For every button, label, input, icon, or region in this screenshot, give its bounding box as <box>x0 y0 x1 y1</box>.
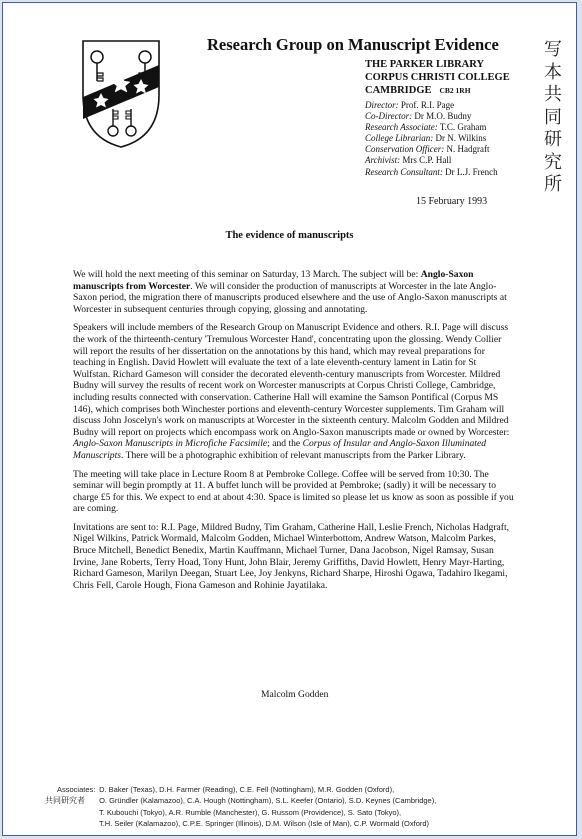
paragraph-meeting: We will hold the next meeting of this seminar on Saturday, 13 March. The subject will be: Anglo-Saxon manuscripts from Worcester. We will consider the production of manuscripts at Worcester in the late Anglo-Saxon period, the migration there of manuscripts produced elsewhere and the use of Anglo-Saxon manuscripts at Worcester in subsequent centuries through copying, glossing and annotating. <box>73 269 507 315</box>
staff-entry: Conservation Officer: N. Hadgraft <box>365 144 490 155</box>
staff-entry: Director: Prof. R.I. Page <box>365 100 455 110</box>
staff-entry: Co-Director: Dr M.O. Budny <box>365 111 472 122</box>
paragraph-logistics: The meeting will take place in Lecture Room 8 at Pembroke College. Coffee will be served from 10:30. The seminar will begin promptly at 11. A buffet lunch will be provided at Pembroke; (sadly) it will be necessary to charge £5 for this. We expect to end at about 4:30. Space is limited so please let us know as soon as possible if you are coming. <box>73 468 514 515</box>
letterhead-title: Research Group on Manuscript Evidence <box>207 35 499 54</box>
staff-entry: Research Associate: T.C. Graham <box>365 122 487 133</box>
associates-row: Associates: D. Baker (Texas), D.H. Farmer (Reading), C.E. Fell (Nottingham), M.R. Godden (Oxford), <box>57 785 395 794</box>
address-line: CAMBRIDGE CB2 1RH <box>365 85 471 96</box>
address-line: THE PARKER LIBRARY <box>365 59 485 70</box>
letter-date: 15 February 1993 <box>416 196 488 207</box>
signature: Malcolm Godden <box>261 689 329 700</box>
letter-page <box>2 2 577 836</box>
staff-entry: Research Consultant: Dr L.J. French <box>365 166 498 177</box>
kanji-vertical-title: 写 本 共 同 研 究 所 <box>544 39 562 195</box>
letter-subject: The evidence of manuscripts <box>225 230 354 241</box>
postcode: CB2 1RH <box>439 86 471 95</box>
associates-row: T. Kubouchi (Tokyo), A.R. Rumble (Manchester), G. Russom (Providence), S. Sato (Tokyo), <box>98 807 402 817</box>
address-line: CORPUS CHRISTI COLLEGE <box>365 72 510 83</box>
staff-list <box>365 100 498 178</box>
associates-row: T.H. Seiler (Kalamazoo), C.P.E. Springer (Illinois), D.M. Wilson (Isle of Man), C.P. Wormald (Oxford) <box>98 818 430 828</box>
staff-entry: College Librarian: Dr N. Wilkins <box>365 133 487 144</box>
staff-entry: Archivist: Mrs C.P. Hall <box>365 155 452 166</box>
paragraph-invitations: Invitations are sent to: R.I. Page, Mildred Budny, Tim Graham, Catherine Hall, Leslie French, Nicholas Hadgraft, Nigel Wilkins, Patrick Wormald, Malcolm Godden, Michael Winterbottom, Andrew Watson, Malcolm Parkes, Bruce Mitchell, Benedict Benedix, Martin Kauffmann, Michael Turner, Dana Jacobson, Nigel Ramsay, Susan Irvine, Jane Roberts, Terry Hoad, Tony Hunt, John Blair, Jeremy Griffiths, David Howlett, Henry Mayr-Harting, Richard Gameson, Marilyn Deegan, Stuart Lee, Joy Jenkyns, Richard Sharpe, Hiroshi Ogawa, Tadahiro Ikegami, Chris Fell, Carole Hough, Fiona Gameson and Rohinie Jayatilaka. <box>73 521 510 591</box>
associates-footer <box>45 784 572 829</box>
letterhead-address <box>365 58 510 97</box>
letter-body <box>73 269 515 598</box>
college-crest-logo <box>79 37 163 149</box>
paragraph-speakers: Speakers will include members of the Research Group on Manuscript Evidence and others. R.I. Page will discuss the work of the thirteenth-century 'Tremulous Worcester Hand', concentrating upon the glossing. Wendy Collier will report the results of her dissertation on the annotations by this hand, which may reveal preparations for teaching in English. David Howlett will evaluate the text of a late eleventh-century lament in Latin for St Wulfstan. Richard Gameson will consider the decorated eleventh-century manuscripts from Worcester. Mildred Budny will survey the results of recent work on Worcester manuscripts at Corpus Christi College, Cambridge, including results connected with conservation. Catherine Hall will examine the Samson Pontifical (Corpus MS 146), which comprises both Winchester portions and eleventh-century Worcester supplements. Tim Graham will discuss John Joscelyn's work on manuscripts at Worcester in the sixteenth century. Malcolm Godden and Mildred Budny will report on projects which encompass work on Anglo-Saxon manuscripts made or owned by Worcester: Anglo-Saxon Manuscripts in Microfiche Facsimile; and the Corpus of Insular and Anglo-Saxon Illuminated Manuscripts. There will be a photographic exhibition of relevant manuscripts from the Parker Library. <box>73 322 510 461</box>
associates-row: 共同研究者 O. Gründler (Kalamazoo), C.A. Hough (Nottingham), S.L. Keefer (Ontario), S.D. Keynes (Cambridge), <box>45 796 437 806</box>
